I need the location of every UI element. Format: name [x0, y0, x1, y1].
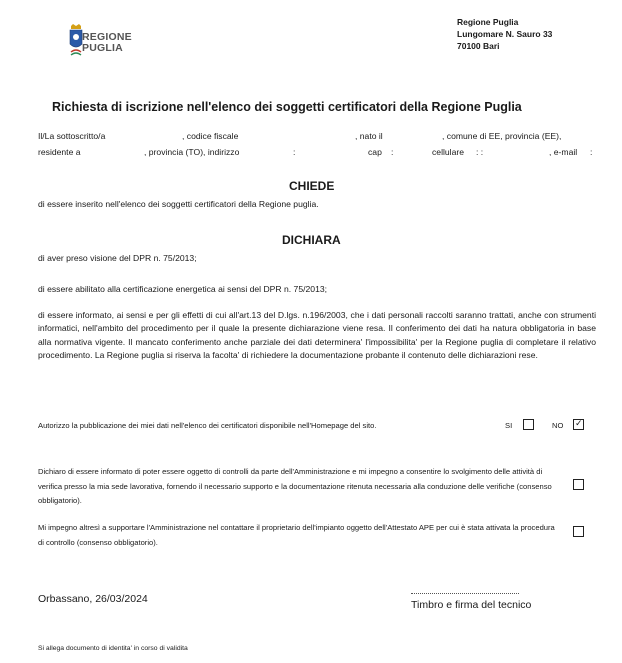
chiede-text: di essere inserito nell'elenco dei soggetti certificatori della Regione puglia.	[38, 199, 319, 209]
no-label: NO	[552, 421, 564, 430]
address-line-3: 70100 Bari	[457, 41, 500, 51]
dichiara-item-2: di essere abilitato alla certificazione energetica ai sensi del DPR n. 75/2013;	[38, 284, 328, 294]
label-sottoscritto: Il/La sottoscritto/a	[38, 131, 106, 141]
attachment-note: Si allega documento di identita' in corso di validita	[38, 645, 188, 652]
place-date: Orbassano, 26/03/2024	[38, 593, 148, 605]
label-residente: residente a	[38, 147, 81, 157]
dichiara-item-3: di essere informato, ai sensi e per gli effetti di cui all'art.13 del D.lgs. n.196/2003, che i dati personali raccolti saranno trattati, anche con strumenti informatici, nell'ambito del procedimento per il quale la presente dichiarazione viene resa. Il conferimento dei dati ha natura obbligatoria in base alla normativa vigente. Il mancato conferimento anche parziale dei dati determinera' l'impossibilita' per la Regione puglia di completare il relativo procedimento. La Regione puglia si riserva la facolta' di richiedere la documentazione probante il contenuto delle dichiarazioni rese.	[38, 310, 596, 360]
label-provincia: , provincia (TO), indirizzo	[144, 147, 240, 157]
publication-yes-checkbox[interactable]	[523, 419, 534, 430]
label-email: , e-mail	[549, 147, 578, 157]
chiede-heading: CHIEDE	[289, 179, 335, 193]
colon-email: :	[590, 147, 593, 157]
logo-text-regione: REGIONE	[82, 31, 132, 43]
logo-text-puglia: PUGLIA	[82, 42, 123, 54]
label-comune: , comune di EE, provincia (EE),	[442, 131, 562, 141]
dichiara-heading: DICHIARA	[282, 233, 341, 247]
document-title: Richiesta di iscrizione nell'elenco dei soggetti certificatori della Regione Puglia	[52, 100, 522, 114]
dichiara-item-1: di aver preso visione del DPR n. 75/2013;	[38, 253, 197, 263]
controls-consent-text: Dichiaro di essere informato di poter essere oggetto di controlli da parte dell'Amministrazione e mi impegno a consentire lo svolgimento delle attività di verifica presso la mia sede lavorativa, fornendo il necessario supporto e la documentazione ritenuta necessaria alla conduzione delle verifiche (consenso obbligatorio).	[38, 467, 552, 505]
publication-consent-text: Autorizzo la pubblicazione dei miei dati nell'elenco dei certificatori disponibile nell'Homepage del sito.	[38, 421, 377, 430]
ape-consent-checkbox[interactable]	[573, 526, 584, 537]
ape-consent-text: Mi impegno altresì a supportare l'Amministrazione nel contattare il proprietario dell'impianto oggetto dell'Attestato APE per cui è stata attivata la procedura di controllo (consenso obbligatorio).	[38, 523, 555, 547]
colon-cellulare: : :	[476, 147, 484, 157]
colon-cap: :	[391, 147, 394, 157]
regione-puglia-logo	[68, 24, 148, 60]
publication-no-checkbox[interactable]	[573, 419, 584, 430]
colon-indirizzo: :	[293, 147, 296, 157]
controls-consent-checkbox[interactable]	[573, 479, 584, 490]
yes-label: SI	[505, 421, 513, 430]
address-line-1: Regione Puglia	[457, 17, 519, 27]
signature-line	[411, 593, 519, 594]
label-cellulare: cellulare	[432, 147, 465, 157]
recipient-address	[457, 16, 552, 52]
label-nato-il: , nato il	[355, 131, 383, 141]
signature-label: Timbro e firma del tecnico	[411, 599, 532, 611]
label-codice-fiscale: , codice fiscale	[182, 131, 239, 141]
label-cap: cap	[368, 147, 382, 157]
address-line-2: Lungomare N. Sauro 33	[457, 29, 553, 39]
